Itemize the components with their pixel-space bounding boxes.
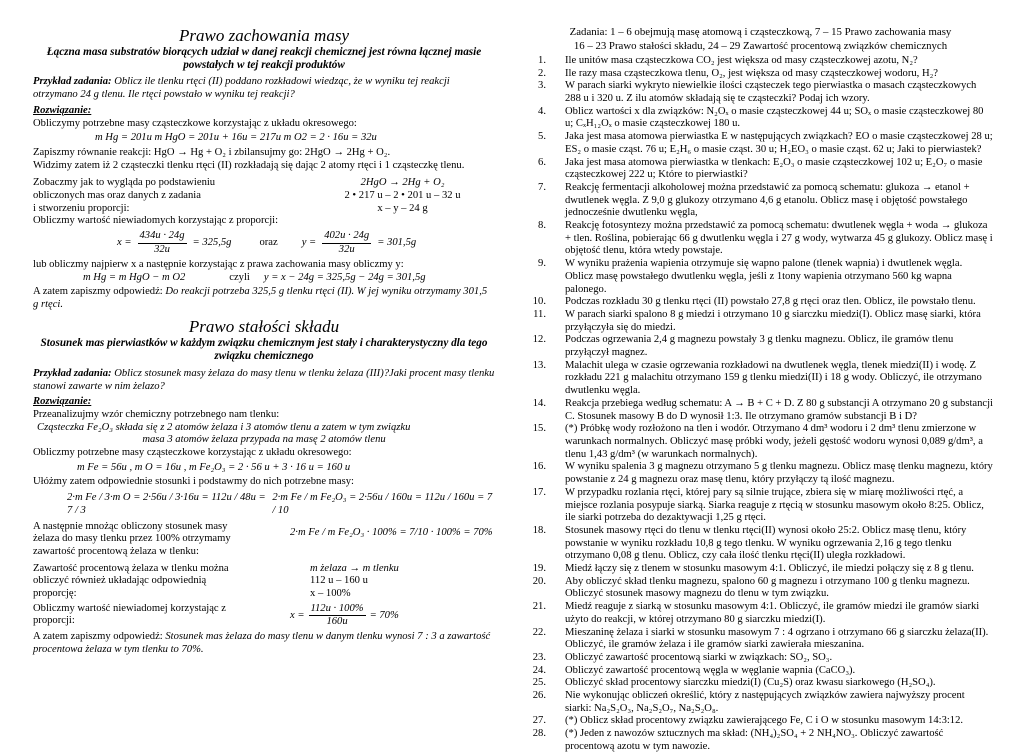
unknown-block [33, 603, 495, 629]
task-item [528, 652, 993, 665]
task-number: 20. [532, 575, 546, 587]
task-text: Reakcję fermentacji alkoholowej można przedstawić za pomocą schematu: glukoza → etanol + dwutlenek węgla. Z 9,0 g glukozy otrzymano 4,6 g etanolu. Oblicz masę i objętość powstałego jednocześnie dwutlenku węgla, [565, 181, 970, 219]
unknown-description [33, 603, 226, 628]
task-item [528, 525, 993, 563]
task-item [528, 601, 993, 626]
task-item [528, 461, 993, 486]
task-number: 15. [532, 423, 546, 435]
task-text: Podczas ogrzewania 2,4 g magnezu powstały 3 g tlenku magnezu. Oblicz, ile gramów tlenu przyłączył magnez. [565, 334, 954, 359]
task-item [528, 68, 993, 81]
fraction-row [117, 230, 495, 256]
exercise-header: 16 – 23 Prawo stałości składu, 24 – 29 Zawartość procentową związków chemicznych [573, 39, 948, 52]
task-number: 24. [532, 664, 546, 676]
task-number: 25. [532, 677, 546, 689]
task-number: 28. [532, 728, 546, 740]
fraction-result: = 70% [369, 609, 399, 621]
task-item [528, 258, 993, 296]
task-text: Stosunek masowy rtęci do tlenu w tlenku rtęci(II) wynosi około 25:2. Oblicz masę tlenu, który powstanie w wyniku rozkładu 10,8 g tego tlenku. W wyniku ogrzewania 2,16 g tego tlenku otrzymano 0,08 g tlenu. Oblicz, czy cała ilość tlenku rtęci(II) uległa rozkładowi. [565, 524, 967, 562]
mass-line: 2 • 217 u – 2 • 201 u – 32 u [344, 190, 461, 202]
text-line: Obliczmy wartość niewiadomych korzystając z proporcji: [33, 215, 279, 227]
task-item [528, 627, 993, 652]
equation-masses: m Hg = 201u m HgO = 201u + 16u = 217u m O2 = 2 · 16u = 32u [95, 132, 377, 144]
task-number: 11. [533, 308, 546, 320]
text-line: lub obliczmy najpierw x a następnie korzystając z prawa zachowania masy obliczmy y: [33, 258, 404, 270]
exercise-header: Zadania: 1 – 6 obejmują masę atomową i cząsteczkową, 7 – 15 Prawo zachowania masy [569, 26, 952, 38]
left-column [33, 26, 495, 657]
task-item [528, 677, 993, 690]
right-column [528, 26, 993, 754]
task-number: 22. [532, 626, 546, 638]
task-item [528, 80, 993, 105]
equation-conservation: m Hg = m HgO − m O2 [83, 272, 186, 284]
task-text: Jaka jest masa atomowa pierwiastka w tlenkach: E₂O₃ o masie cząsteczkowej 102 u; E₂O₇ o masie cząsteczkowej 222 u; Które to pierwiastki? [565, 156, 983, 181]
task-text: Miedź reaguje z siarką w stosunku masowym 4:1. Obliczyć, ile gramów miedzi ile gramów siarki użyto do reakcji, w której otrzymano 80 g siarczku miedzi(I). [565, 601, 980, 625]
proportion-line: 112 u – 160 u [310, 575, 368, 587]
task-number: 9. [538, 258, 546, 270]
text-line: Obliczymy potrzebne masy cząsteczkowe korzystając z układu okresowego: [33, 117, 357, 129]
answer-text: Do reakcji potrzeba 325,5 g tlenku rtęci (II). W jej wyniku otrzymamy 301,5 g rtęci. [33, 285, 488, 310]
proportion-block-2 [33, 563, 495, 601]
task-item [528, 131, 993, 156]
task-text: Obliczyć skład procentowy siarczku miedzi(I) (Cu₂S) oraz kwasu siarkowego (H₂SO₄). [565, 677, 936, 689]
reaction-line: 2HgO → 2Hg + O₂ [360, 177, 445, 189]
task-number: 26. [532, 690, 546, 702]
text-line: zawartość procentową żelaza w tlenku: [33, 545, 199, 557]
answer-label: A zatem zapiszmy odpowiedź: [33, 285, 163, 297]
task-number: 13. [532, 359, 546, 371]
task-item [528, 398, 993, 423]
fraction-lhs: x = [290, 609, 305, 621]
task-item [528, 487, 993, 525]
task-text: Malachit ulega w czasie ogrzewania rozkładowi na dwutlenek węgla, tlenek miedzi(II) i wodę. Z rozkładu 221 g malachitu otrzymano 159 g tlenku miedzi(II) i 18 g wody. Obliczyć, ile otrzymano dwutlenku węgla. [565, 359, 982, 397]
fraction-row [290, 603, 495, 629]
task-item [528, 106, 993, 131]
numerator: 112u · 100% [309, 603, 366, 617]
answer-label: A zatem zapiszmy odpowiedź: [33, 631, 163, 643]
task-number: 1. [538, 54, 546, 66]
task-item [528, 423, 993, 461]
fraction-lhs: y = [301, 237, 317, 248]
task-item [528, 576, 993, 601]
task-text: Jaka jest masa atomowa pierwiastka E w następujących związkach? EO o masie cząsteczkowej 28 u; ES₂ o masie cząst. 76 u; E₂H₆ o masie cząst. 30 u; H₂EO₃ o masie cząst. 62 u; Jaki to pierwiastek? [565, 131, 993, 155]
task-number: 8. [538, 220, 546, 232]
text-line: A następnie mnożąc obliczony stosunek masy [33, 520, 228, 532]
solution-label: Rozwiązanie: [33, 104, 92, 116]
task-number: 19. [532, 563, 546, 575]
answer [33, 286, 495, 311]
task-item [528, 157, 993, 182]
task-text: Mieszaninę żelaza i siarki w stosunku masowym 7 : 4 ogrzano i otrzymano 66 g siarczku żelaza(II). Obliczyć, ile gramów żelaza i ile gramów siarki zawierała mieszanina. [565, 626, 989, 651]
task-text: (*) Próbkę wody rozłożono na tlen i wodór. Otrzymano 4 dm³ wodoru i 2 dm³ tlenu zmierzone w warunkach normalnych. Obliczyć masę próbki wody, jeżeli gęstość wodoru wynosi 0,089 g/dm³, a tlenu 1,43 g/dm³ (w warunkach normalnych). [565, 423, 983, 460]
section-subtitle-conservation: Łączna masa substratów biorących udział w danej reakcji chemicznej jest równa łącznej masie powstałych w tej reakcji produktów [46, 45, 482, 71]
proportion-table-2 [290, 563, 495, 601]
text-line: Widzimy zatem iż 2 cząsteczki tlenku rtęci (II) rozkładają się dając 2 atomy rtęci i 1 cząsteczkę tlenu. [33, 159, 465, 171]
task-text: Nie wykonując obliczeń określić, który z następujących związków zawiera najwyższy procent siarki: Na₂S₂O₃, Na₂S₂O₇, Na₂S₂O₈. [565, 690, 965, 714]
task-text: W przypadku rozlania rtęci, której pary są silnie trujące, zbiera się w miarę możliwości rtęć, a miejsce rozlania posypuje siarką. Siarka reaguje z rtęcią w stosunku masowym około 8:25. Oblicz, ile siarki potrzeba do dezaktywacji 1,25 g rtęci. [565, 486, 984, 524]
task-text: Podczas rozkładu 30 g tlenku rtęci (II) powstało 27,8 g rtęci oraz tlen. Oblicz, ile powstało tlenu. [565, 296, 976, 308]
task-text: Oblicz wartości x dla związków: N₂Oₓ o masie cząsteczkowej 44 u; SOₓ o masie cząsteczkowej 80 u; CₓH₁₂Oₓ o masie cząsteczkowej 180 u. [565, 105, 984, 130]
task-item [528, 690, 993, 715]
equation-masses: m Fe = 56u , m O = 16u , m Fe₂O₃ = 2 · 56 u + 3 · 16 u = 160 u [77, 461, 351, 473]
task-number: 21. [532, 601, 546, 613]
task-text: W parach siarki spalono 8 g miedzi i otrzymano 10 g siarczku miedzi(I). Oblicz masę siarki, która przyłączyła się do miedzi. [565, 308, 981, 333]
task-item [528, 715, 993, 728]
task-item [528, 334, 993, 359]
proportion-description [33, 563, 229, 601]
text-line: Obliczmy potrzebne masy cząsteczkowe korzystając z układu okresowego: [33, 447, 352, 459]
task-item [528, 563, 993, 576]
task-text: Ile razy masa cząsteczkowa tlenu, O₂, jest większa od masy cząsteczkowej wodoru, H₂? [565, 67, 939, 79]
percent-block [33, 521, 495, 559]
ratio-fe-oxide: 2·m Fe / m Fe₂O₃ = 2·56u / 160u = 112u / 160u = 7 / 10 [272, 492, 493, 516]
answer [33, 631, 495, 656]
text-line: Zawartość procentową żelaza w tlenku można [33, 562, 229, 574]
example-task [33, 76, 495, 101]
text-line: obliczyć również układając odpowiednią [33, 575, 207, 587]
text-line: Cząsteczka Fe₂O₃ składa się z 2 atomów żelaza i 3 atomów tlenu a zatem w tym związku [37, 421, 411, 433]
task-number: 17. [532, 486, 546, 498]
example-label: Przykład zadania: [33, 367, 112, 379]
equation-result: y = x − 24g = 325,5g − 24g = 301,5g [263, 272, 426, 284]
conjunction: czyli [229, 272, 250, 284]
task-number: 6. [538, 156, 546, 168]
section-subtitle-composition: Stosunek mas pierwiastków w każdym związku chemicznym jest stały i charakterystyczny dla tego związku chemicznego [40, 336, 488, 363]
text-line: Przeanalizujmy wzór chemiczny potrzebnego nam tlenku: [33, 408, 280, 420]
fraction-lhs: x = [117, 237, 132, 248]
solution-label: Rozwiązanie: [33, 396, 92, 408]
task-text: W wyniku spalenia 3 g magnezu otrzymano 5 g tlenku magnezu. Oblicz masę tlenku magnezu, który powstanie z 24 g magnezu oraz masę tlenu, który przyłączy tą ilość magnezu. [565, 461, 993, 486]
task-number: 14. [532, 397, 546, 409]
fraction-x [309, 603, 366, 629]
task-number: 2. [538, 67, 546, 79]
conjunction: oraz [259, 237, 278, 248]
task-number: 12. [532, 334, 546, 346]
example-text: Oblicz stosunek masy żelaza do masy tlenu w tlenku żelaza (III)?Jaki procent masy tlenku stanowi zawarte w nim żelazo? [33, 367, 495, 392]
ratio-fe-o: 2·m Fe / 3·m O = 2·56u / 3·16u = 112u / 48u = 7 / 3 [67, 492, 266, 516]
section-title-composition: Prawo stałości składu [188, 317, 340, 337]
task-number: 18. [532, 524, 546, 536]
task-number: 3. [538, 80, 546, 92]
task-number: 4. [538, 105, 546, 117]
proportion-header: m żelaza → m tlenku [310, 562, 399, 574]
example-task [33, 368, 495, 393]
text-line: Zobaczmy jak to wygląda po podstawieniu [33, 177, 216, 189]
task-item [528, 296, 993, 309]
task-text: Obliczyć zawartość procentową węgla w węglanie wapnia (CaCO₃). [565, 664, 856, 676]
task-text: Reakcję fotosyntezy można przedstawić za pomocą schematu: dwutlenek węgla + woda → glukoza + tlen. Roślina, pobierając 66 g dwutlenku węgla i 27 g wody, wytwarza 45 g glukozy. Oblicz masę i objętość tlenu, która wtedy powstaje. [565, 220, 993, 257]
example-text: Oblicz ile tlenku rtęci (II) poddano rozkładowi wiedząc, że w wyniku tej reakcji otrzymano 24 g tlenu. Ile rtęci powstało w wyniku tej reakcji? [33, 76, 450, 101]
percent-description [33, 521, 231, 559]
task-item [528, 665, 993, 678]
task-text: Reakcja przebiega według schematu: A → B + C + D. Z 80 g substancji A otrzymano 20 g substancji C. Stosunek masowy B do D wynosił 1:3. Ile otrzymano gramów substancji B i D? [565, 397, 993, 422]
denominator: 32u [338, 243, 355, 255]
text-line: żelaza do masy tlenku przez 100% otrzymamy [33, 533, 231, 545]
task-item [528, 55, 993, 68]
task-item [528, 309, 993, 334]
task-number: 27. [532, 715, 546, 727]
text-line: Ułóżmy zatem odpowiednie stosunki i podstawmy do nich potrzebne masy: [33, 476, 354, 488]
proportion-line: x – 100% [310, 588, 351, 600]
text-line: Obliczmy wartość niewiadomej korzystając z [33, 602, 226, 614]
task-text: Aby obliczyć skład tlenku magnezu, spalono 60 g magnezu i otrzymano 100 g tlenku magnezu. Obliczyć stosunek masowy magnezu do tlenu w tym związku. [565, 575, 970, 600]
task-number: 7. [538, 181, 546, 193]
task-item [528, 182, 993, 220]
proportion-table [310, 177, 495, 215]
fraction-result: = 325,5g [192, 237, 232, 248]
text-line: i stworzeniu proporcji: [33, 202, 130, 214]
answer-text: Stosunek mas żelaza do masy tlenu w danym tlenku wynosi 7 : 3 a zawartość procentowa żelaza w tym tlenku to 70%. [33, 631, 491, 655]
proportion-block [33, 177, 495, 215]
text-line: Zapiszmy równanie reakcji: HgO → Hg + O₂ i zbilansujmy go: 2HgO → 2Hg + O₂. [33, 146, 391, 158]
task-list [528, 55, 993, 754]
section-title-conservation: Prawo zachowania masy [179, 26, 349, 45]
task-number: 10. [532, 296, 546, 308]
task-item [528, 220, 993, 258]
task-item [528, 360, 993, 398]
task-number: 16. [532, 461, 546, 473]
text-line: proporcji: [33, 615, 75, 627]
task-text: Ile unitów masa cząsteczkowa CO₂ jest większa od masy cząsteczkowej azotu, N₂? [565, 54, 918, 66]
task-number: 23. [532, 651, 546, 663]
text-line: proporcję: [33, 588, 77, 600]
fraction-x [138, 230, 187, 256]
numerator: 402u · 24g [322, 230, 371, 244]
task-text: Miedź łączy się z tlenem w stosunku masowym 4:1. Obliczyć, ile miedzi połączy się z 8 g tlenu. [565, 563, 974, 575]
example-label: Przykład zadania: [33, 76, 112, 88]
fraction-y [322, 230, 371, 256]
task-text: (*) Oblicz skład procentowy związku zawierającego Fe, C i O w stosunku masowym 14:3:12. [565, 715, 964, 727]
proportion-description [33, 177, 215, 215]
task-item [528, 728, 993, 753]
fraction-result: = 301,5g [377, 237, 417, 248]
task-text: W parach siarki wykryto niewielkie ilości cząsteczek tego pierwiastka o masach cząsteczkowych 288 u i 320 u. Z ilu atomów składają się te cząsteczki? Podaj ich wzory. [565, 80, 977, 105]
task-number: 5. [538, 131, 546, 143]
numerator: 434u · 24g [138, 230, 187, 244]
equation-row [83, 272, 495, 285]
denominator: 160u [326, 616, 348, 628]
ratio-row [33, 492, 495, 517]
task-text: Obliczyć zawartość procentową siarki w związkach: SO₂, SO₃. [565, 651, 833, 663]
task-text: W wyniku prażenia wapienia otrzymuje się wapno palone (tlenek wapnia) i dwutlenek węgla. Oblicz masę powstałego dwutlenku węgla, jeśli z 1tony wapienia otrzymano 560 kg wapna palonego. [565, 258, 963, 295]
text-line: obliczonych mas oraz danych z zadania [33, 190, 201, 202]
text-line: masa 3 atomów żelaza przypada na masę 2 atomów tlenu [142, 434, 386, 446]
percent-equation: 2·m Fe / m Fe₂O₃ · 100% = 7/10 · 100% = 70% [290, 526, 493, 538]
task-text: (*) Jeden z nawozów sztucznych ma skład: (NH₄)₂SO₄ + 2 NH₄NO₃. Obliczyć zawartość procentową azotu w tym nawozie. [565, 728, 944, 752]
unknown-line: x – y – 24 g [377, 202, 428, 214]
denominator: 32u [154, 243, 170, 255]
